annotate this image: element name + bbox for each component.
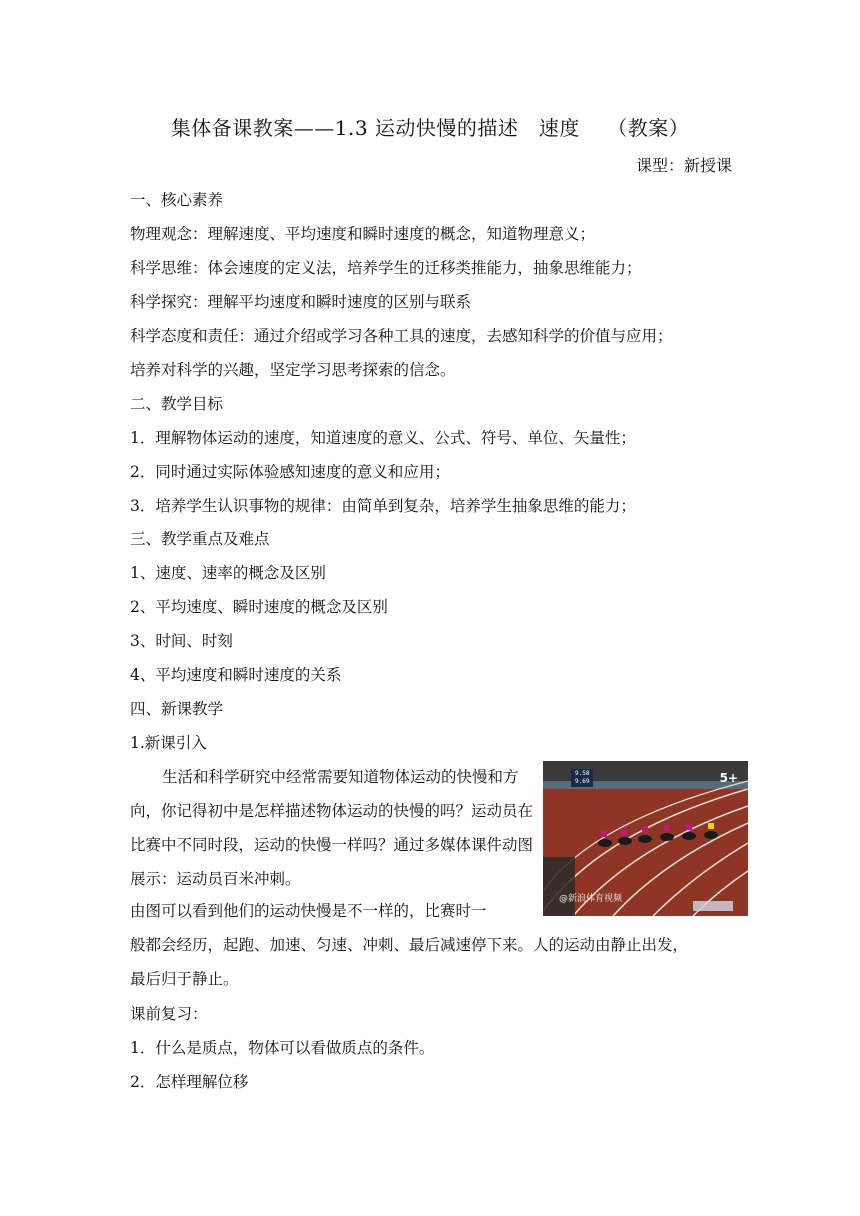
document-title: 集体备课教案——1.3 运动快慢的描述 速度 （教案） — [170, 116, 690, 140]
continuation-line: 最后归于静止。 — [130, 970, 239, 988]
section-heading-key-points: 三、教学重点及难点 — [130, 530, 270, 548]
key-point-item: 3、时间、时刻 — [130, 632, 233, 650]
section-heading-core: 一、核心素养 — [130, 191, 224, 209]
image-watermark: @新浪体育视频 — [559, 894, 623, 904]
lesson-type: 课型：新授课 — [635, 156, 732, 175]
intro-paragraph-text: 生活和科学研究中经常需要知道物体运动的快慢和方向，你记得初中是怎样描述物体运动的快慢的吗？运动员在比赛中不同时段，运动的快慢一样吗？通过多媒体课件动图展示：运动员百米冲刺。 — [130, 768, 534, 888]
core-item: 科学探究：理解平均速度和瞬时速度的区别与联系 — [130, 293, 472, 311]
core-item: 科学思维：体会速度的定义法，培养学生的迁移类推能力，抽象思维能力； — [130, 259, 642, 277]
goal-item: 2．同时通过实际体验感知速度的意义和应用； — [130, 463, 450, 481]
review-item: 2．怎样理解位移 — [130, 1073, 249, 1091]
sub-heading-intro: 1.新课引入 — [130, 734, 207, 752]
score-overlay: 9.58 9.69 — [571, 769, 593, 787]
goal-item: 1．理解物体运动的速度，知道速度的意义、公式、符号、单位、矢量性； — [130, 429, 636, 447]
core-item: 物理观念：理解速度、平均速度和瞬时速度的概念，知道物理意义； — [130, 225, 596, 243]
section-heading-new-lesson: 四、新课教学 — [130, 700, 224, 718]
review-item: 1．什么是质点，物体可以看做质点的条件。 — [130, 1039, 435, 1057]
core-item: 科学态度和责任：通过介绍或学习各种工具的速度，去感知科学的价值与应用； — [130, 327, 673, 345]
goal-item: 3．培养学生认识事物的规律：由简单到复杂，培养学生抽象思维的能力； — [130, 497, 636, 515]
intro-paragraph — [130, 760, 540, 896]
tv-channel-logo: 5+ — [719, 771, 738, 785]
core-item: 培养对科学的兴趣，坚定学习思考探索的信念。 — [130, 361, 456, 379]
key-point-item: 2、平均速度、瞬时速度的概念及区别 — [130, 598, 388, 616]
continuation-line: 由图可以看到他们的运动快慢是不一样的，比赛时一 — [130, 902, 487, 920]
section-heading-goals: 二、教学目标 — [130, 395, 224, 413]
key-point-item: 1、速度、速率的概念及区别 — [130, 564, 326, 582]
review-heading: 课前复习： — [130, 1005, 208, 1023]
continuation-line: 般都会经历，起跑、加速、匀速、冲刺、最后减速停下来。人的运动由静止出发， — [130, 936, 689, 954]
sprint-start-image — [543, 761, 748, 916]
key-point-item: 4、平均速度和瞬时速度的关系 — [130, 666, 342, 684]
